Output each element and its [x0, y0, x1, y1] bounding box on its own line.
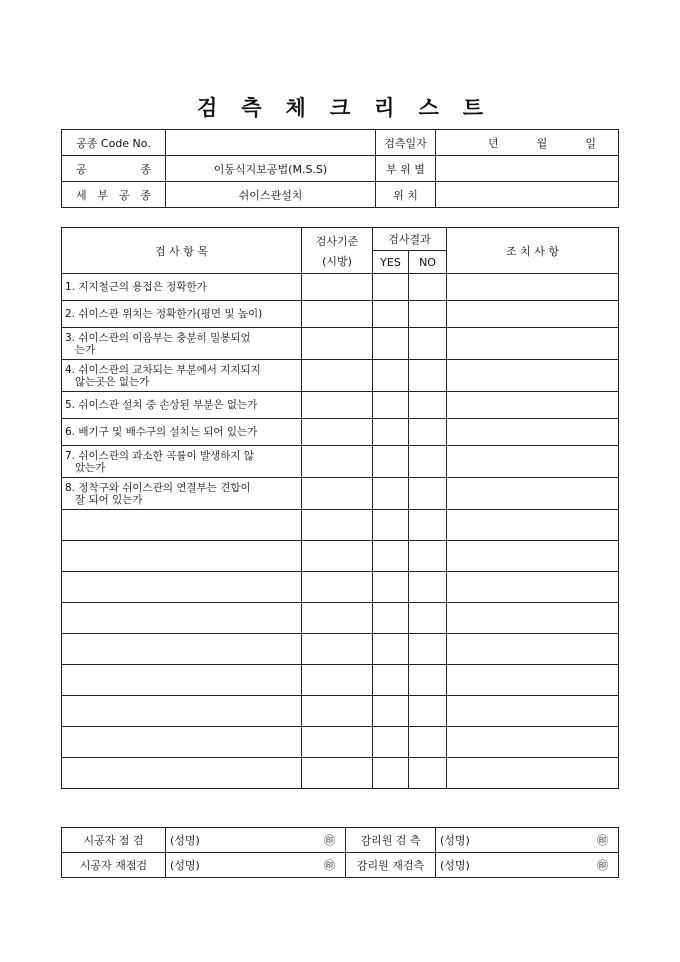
location-value[interactable] [436, 182, 619, 208]
yes-cell[interactable] [373, 541, 409, 572]
check-item-line: 2. 쉬이스관 위치는 정확한가(평면 및 높이) [65, 308, 263, 320]
title-char: 스 [418, 95, 439, 120]
action-cell[interactable] [447, 696, 619, 727]
table-row [62, 301, 619, 328]
detail-value[interactable]: 쉬이스관설치 [166, 182, 376, 208]
yes-cell[interactable] [373, 419, 409, 446]
no-cell[interactable] [409, 510, 447, 541]
table-row [62, 478, 619, 510]
table-row [62, 758, 619, 789]
detail-label: 세 부 공 종 [62, 182, 166, 208]
item-cell[interactable] [62, 572, 302, 603]
check-item [62, 328, 302, 360]
col-no-header: NO [409, 251, 447, 274]
check-item [62, 360, 302, 392]
yes-cell[interactable] [373, 696, 409, 727]
check-item [62, 419, 302, 446]
action-cell[interactable] [447, 572, 619, 603]
seal-icon: ㊞ [324, 859, 335, 872]
no-cell[interactable] [409, 634, 447, 665]
check-item-line: 5. 쉬이스관 설치 중 손상된 부분은 없는가 [65, 399, 258, 411]
action-cell[interactable] [447, 301, 619, 328]
no-cell[interactable] [409, 727, 447, 758]
item-cell[interactable] [62, 696, 302, 727]
table-row [62, 696, 619, 727]
criteria-cell[interactable] [302, 665, 373, 696]
item-cell[interactable] [62, 541, 302, 572]
item-cell[interactable] [62, 665, 302, 696]
criteria-cell[interactable] [302, 634, 373, 665]
item-cell[interactable] [62, 634, 302, 665]
title-char: 리 [374, 95, 395, 120]
work-label: 공 종 [62, 156, 166, 182]
row1-right-label: 감리원 검 측 [346, 828, 436, 853]
yes-cell[interactable] [373, 274, 409, 301]
no-cell[interactable] [409, 478, 447, 510]
row2-right-sign-text: (성명) [440, 859, 470, 872]
item-cell[interactable] [62, 603, 302, 634]
no-cell[interactable] [409, 603, 447, 634]
col-result-header: 검사결과 [373, 228, 447, 251]
checklist-table [61, 227, 619, 789]
item-cell[interactable] [62, 510, 302, 541]
no-cell[interactable] [409, 541, 447, 572]
criteria-cell[interactable] [302, 603, 373, 634]
row2-right-label: 감리원 재검측 [346, 853, 436, 878]
check-item-line: 았는가 [75, 461, 106, 474]
yes-cell[interactable] [373, 572, 409, 603]
check-item [62, 274, 302, 301]
title-char: 트 [462, 95, 484, 120]
criteria-cell[interactable] [302, 696, 373, 727]
header-table [61, 129, 619, 208]
col-criteria-line2: (시방) [322, 254, 352, 268]
row1-right-sign-text: (성명) [440, 834, 470, 847]
criteria-cell[interactable] [302, 274, 373, 301]
yes-cell[interactable] [373, 360, 409, 392]
check-item-line: 1. 지지철근의 용접은 정확한가 [65, 281, 207, 293]
page-title [0, 92, 680, 122]
action-cell[interactable] [447, 634, 619, 665]
yes-cell[interactable] [373, 634, 409, 665]
seal-icon: ㊞ [324, 834, 335, 847]
check-item-line: 는가 [75, 343, 96, 356]
no-cell[interactable] [409, 446, 447, 478]
criteria-cell[interactable] [302, 758, 373, 789]
check-item [62, 446, 302, 478]
criteria-cell[interactable] [302, 727, 373, 758]
action-cell[interactable] [447, 665, 619, 696]
no-cell[interactable] [409, 758, 447, 789]
col-criteria-header [302, 228, 373, 274]
table-row [62, 634, 619, 665]
no-cell[interactable] [409, 419, 447, 446]
row1-left-label: 시공자 점 검 [62, 828, 166, 853]
action-cell[interactable] [447, 419, 619, 446]
yes-cell[interactable] [373, 328, 409, 360]
row2-left-sign-text: (성명) [170, 859, 200, 872]
no-cell[interactable] [409, 301, 447, 328]
date-month: 월 [536, 136, 548, 150]
part-value[interactable] [436, 156, 619, 182]
criteria-cell[interactable] [302, 478, 373, 510]
table-row [62, 727, 619, 758]
table-row [62, 419, 619, 446]
col-yes-header: YES [373, 251, 409, 274]
criteria-cell[interactable] [302, 572, 373, 603]
criteria-cell[interactable] [302, 419, 373, 446]
yes-cell[interactable] [373, 665, 409, 696]
work-value[interactable]: 이동식지보공법(M.S.S) [166, 156, 376, 182]
table-row [62, 665, 619, 696]
row1-left-sign[interactable] [166, 828, 346, 853]
date-label: 검측일자 [376, 130, 436, 156]
check-item-line: 6. 배기구 및 배수구의 설치는 되어 있는가 [65, 426, 258, 438]
seal-icon: ㊞ [597, 859, 608, 872]
date-year: 년 [488, 136, 499, 150]
signature-table [61, 827, 619, 878]
check-item [62, 392, 302, 419]
check-item [62, 478, 302, 510]
table-row [62, 274, 619, 301]
criteria-cell[interactable] [302, 446, 373, 478]
code-value[interactable] [166, 130, 376, 156]
part-label: 부 위 별 [376, 156, 436, 182]
table-row [62, 541, 619, 572]
no-cell[interactable] [409, 328, 447, 360]
check-item-line: 7. 쉬이스관의 과소한 곡률이 발생하지 않 [65, 449, 254, 462]
table-row [62, 603, 619, 634]
date-day: 일 [585, 136, 596, 150]
action-cell[interactable] [447, 360, 619, 392]
item-cell[interactable] [62, 758, 302, 789]
row1-left-sign-text: (성명) [170, 834, 200, 847]
title-char: 크 [329, 95, 351, 120]
criteria-cell[interactable] [302, 360, 373, 392]
action-cell[interactable] [447, 328, 619, 360]
title-char: 체 [285, 95, 306, 120]
yes-cell[interactable] [373, 727, 409, 758]
check-item-line: 8. 정착구와 쉬이스관의 연결부는 견합이 [65, 481, 251, 494]
item-cell[interactable] [62, 727, 302, 758]
check-item-line: 3. 쉬이스관의 이음부는 충분히 밀봉되었 [65, 331, 251, 344]
table-row [62, 446, 619, 478]
action-cell[interactable] [447, 541, 619, 572]
row1-right-sign[interactable] [436, 828, 619, 853]
date-value[interactable] [436, 130, 619, 156]
criteria-cell[interactable] [302, 328, 373, 360]
check-item-line: 잘 되어 있는가 [75, 493, 143, 506]
row2-left-label: 시공자 재점검 [62, 853, 166, 878]
row2-right-sign[interactable] [436, 853, 619, 878]
action-cell[interactable] [447, 446, 619, 478]
yes-cell[interactable] [373, 446, 409, 478]
criteria-cell[interactable] [302, 392, 373, 419]
action-cell[interactable] [447, 510, 619, 541]
title-char: 검 [196, 95, 218, 120]
table-row [62, 510, 619, 541]
yes-cell[interactable] [373, 510, 409, 541]
yes-cell[interactable] [373, 392, 409, 419]
location-label: 위 치 [376, 182, 436, 208]
title-char: 측 [241, 95, 262, 120]
col-item-header: 검 사 항 목 [62, 228, 302, 274]
yes-cell[interactable] [373, 478, 409, 510]
action-cell[interactable] [447, 274, 619, 301]
row2-left-sign[interactable] [166, 853, 346, 878]
no-cell[interactable] [409, 665, 447, 696]
check-item [62, 301, 302, 328]
no-cell[interactable] [409, 392, 447, 419]
yes-cell[interactable] [373, 301, 409, 328]
criteria-cell[interactable] [302, 301, 373, 328]
yes-cell[interactable] [373, 603, 409, 634]
seal-icon: ㊞ [597, 834, 608, 847]
no-cell[interactable] [409, 696, 447, 727]
action-cell[interactable] [447, 758, 619, 789]
action-cell[interactable] [447, 727, 619, 758]
yes-cell[interactable] [373, 758, 409, 789]
col-action-header: 조 치 사 항 [447, 228, 619, 274]
table-row [62, 392, 619, 419]
code-label: 공종 Code No. [62, 130, 166, 156]
table-row [62, 328, 619, 360]
table-row [62, 360, 619, 392]
check-item-line: 않는곳은 없는가 [75, 375, 150, 388]
action-cell[interactable] [447, 478, 619, 510]
no-cell[interactable] [409, 360, 447, 392]
action-cell[interactable] [447, 603, 619, 634]
table-row [62, 572, 619, 603]
no-cell[interactable] [409, 572, 447, 603]
criteria-cell[interactable] [302, 541, 373, 572]
criteria-cell[interactable] [302, 510, 373, 541]
col-criteria-line1: 검사기준 [315, 234, 359, 248]
no-cell[interactable] [409, 274, 447, 301]
action-cell[interactable] [447, 392, 619, 419]
check-item-line: 4. 쉬이스관의 교차되는 부분에서 지지되지 [65, 363, 261, 376]
